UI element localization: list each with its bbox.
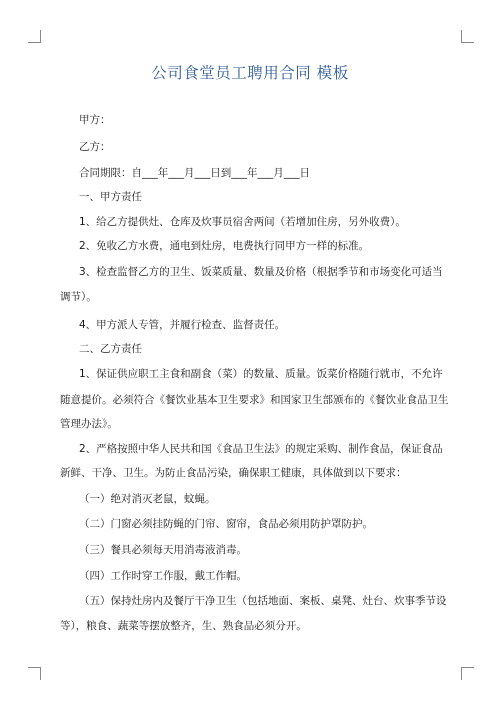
paragraph-line: 新鲜、干净、卫生。为防止食品污染，确保职工健康，具体做到以下要求：: [60, 467, 407, 479]
paragraph-line: 1、给乙方提供灶、仓库及炊事员宿舍两间（若增加住房，另外收费）。: [79, 216, 406, 228]
paragraph-line: 2、严格按照中华人民共和国《食品卫生法》的规定采购、制作食品，保证食品: [79, 443, 443, 455]
list-item: （一）绝对消灭老鼠，蚊蝇。: [79, 493, 216, 505]
paragraph-line: 1、保证供应职工主食和副食（菜）的数量、质量。饭菜价格随行就市，不允许: [79, 368, 443, 380]
section-heading-party-a: 一、甲方责任: [79, 191, 142, 203]
document-title: 公司食堂员工聘用合同 模板: [151, 64, 349, 82]
paragraph-line: 4、甲方派人专管，并履行检查、监督责任。: [79, 319, 286, 331]
paragraph-line: 管理办法》。: [60, 418, 118, 430]
list-item: 等），粮食、蔬菜等摆放整齐，生、熟食品必须分开。: [60, 620, 307, 632]
crop-mark-bottom-right: [461, 667, 474, 680]
paragraph-line: 3、检查监督乙方的卫生、饭菜质量、数量及价格（根据季节和市场变化可适当: [79, 266, 443, 278]
party-a-line: 甲方：: [79, 114, 111, 126]
paragraph-line: 调节）。: [60, 291, 97, 303]
list-item: （三）餐具必须每天用消毒液消毒。: [79, 544, 247, 556]
list-item: （二）门窗必须挂防蝇的门帘、窗帘，食品必须用防护罩防护。: [79, 518, 373, 530]
paragraph-line: 2、免收乙方水费，通电到灶房，电费执行同甲方一样的标准。: [79, 240, 370, 252]
party-b-line: 乙方：: [79, 141, 111, 153]
crop-mark-top-left: [28, 30, 41, 43]
paragraph-line: 随意提价。必须符合《餐饮业基本卫生要求》和国家卫生部颁布的《餐饮业食品卫生: [60, 394, 449, 406]
list-item: （五）保持灶房内及餐厅干净卫生（包括地面、案板、桌凳、灶台、炊事季节设: [79, 595, 447, 607]
section-heading-party-b: 二、乙方责任: [79, 343, 142, 355]
contract-term-line: 合同期限：自___年___月___日到___年___月___日: [79, 167, 310, 179]
crop-mark-top-right: [461, 30, 474, 43]
list-item: （四）工作时穿工作服，戴工作帽。: [79, 570, 247, 582]
crop-mark-bottom-left: [28, 667, 41, 680]
